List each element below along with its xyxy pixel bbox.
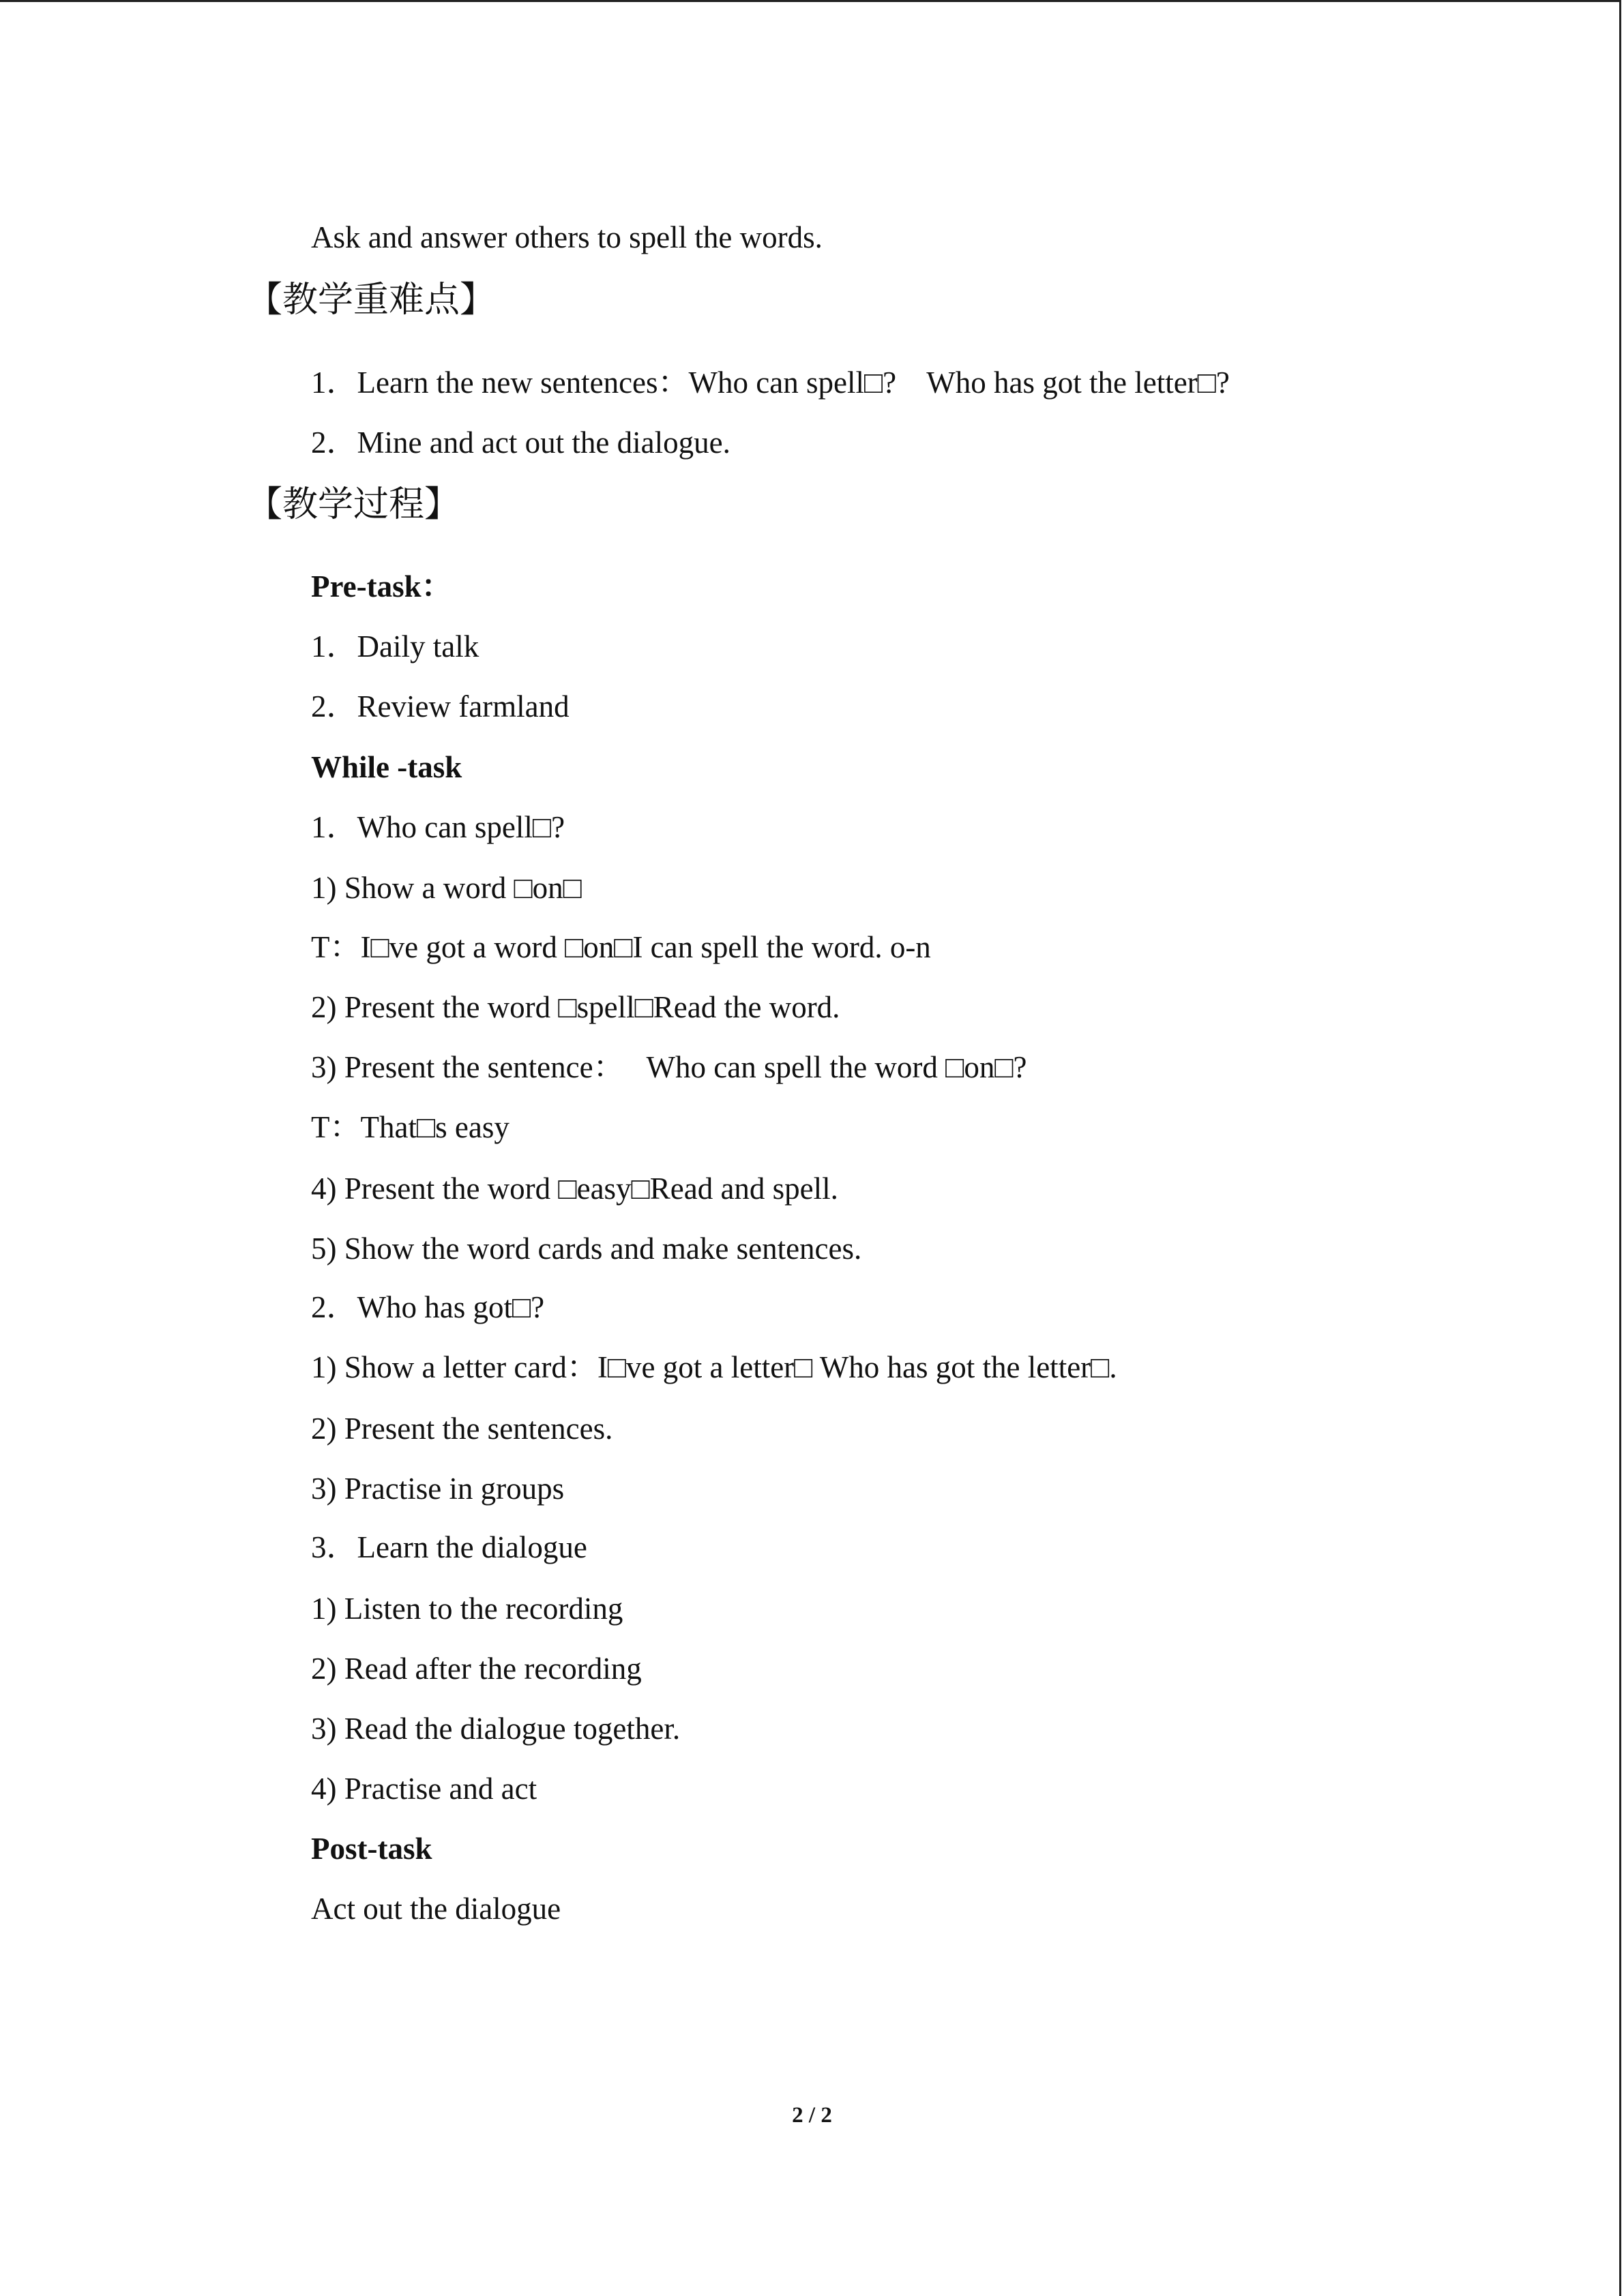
section-heading-key-points: 【教学重难点】 (247, 280, 496, 320)
process-item: 2．Who has got□? (311, 1290, 545, 1324)
process-item: 2) Present the word □spell□Read the word. (311, 990, 840, 1024)
key-point-item: 1．Learn the new sentences：Who can spell□? Who has got the letter□? (311, 366, 1230, 400)
process-item: T：That□s easy (311, 1110, 510, 1144)
process-item: Act out the dialogue (311, 1892, 561, 1926)
process-item: 3) Present the sentence： Who can spell the word □on□? (311, 1050, 1027, 1084)
key-point-item: 2．Mine and act out the dialogue. (311, 426, 730, 460)
process-item: 4) Practise and act (311, 1772, 537, 1806)
subheading-while-task: While -task (311, 750, 462, 784)
page-number: 2 / 2 (792, 2103, 832, 2128)
process-item: 1．Who can spell□? (311, 810, 565, 844)
process-item: T：I□ve got a word □on□I can spell the word. o-n (311, 930, 931, 964)
intro-line: Ask and answer others to spell the words. (311, 220, 823, 254)
section-heading-process: 【教学过程】 (247, 484, 460, 525)
process-item: 1．Daily talk (311, 629, 479, 664)
process-item: 4) Present the word □easy□Read and spell. (311, 1172, 838, 1206)
process-item: 3．Learn the dialogue (311, 1530, 587, 1564)
process-item: 2) Present the sentences. (311, 1412, 613, 1446)
subheading-pre-task: Pre-task： (311, 569, 452, 603)
process-item: 1) Show a word □on□ (311, 871, 582, 905)
process-item: 2) Read after the recording (311, 1652, 642, 1686)
process-item: 5) Show the word cards and make sentences. (311, 1232, 862, 1266)
subheading-post-task: Post-task (311, 1832, 432, 1866)
process-item: 2．Review farmland (311, 689, 570, 724)
process-item: 3) Practise in groups (311, 1472, 565, 1506)
process-item: 1) Listen to the recording (311, 1592, 623, 1626)
process-item: 3) Read the dialogue together. (311, 1712, 681, 1746)
process-item: 1) Show a letter card：I□ve got a letter□ Who has got the letter□. (311, 1350, 1117, 1384)
